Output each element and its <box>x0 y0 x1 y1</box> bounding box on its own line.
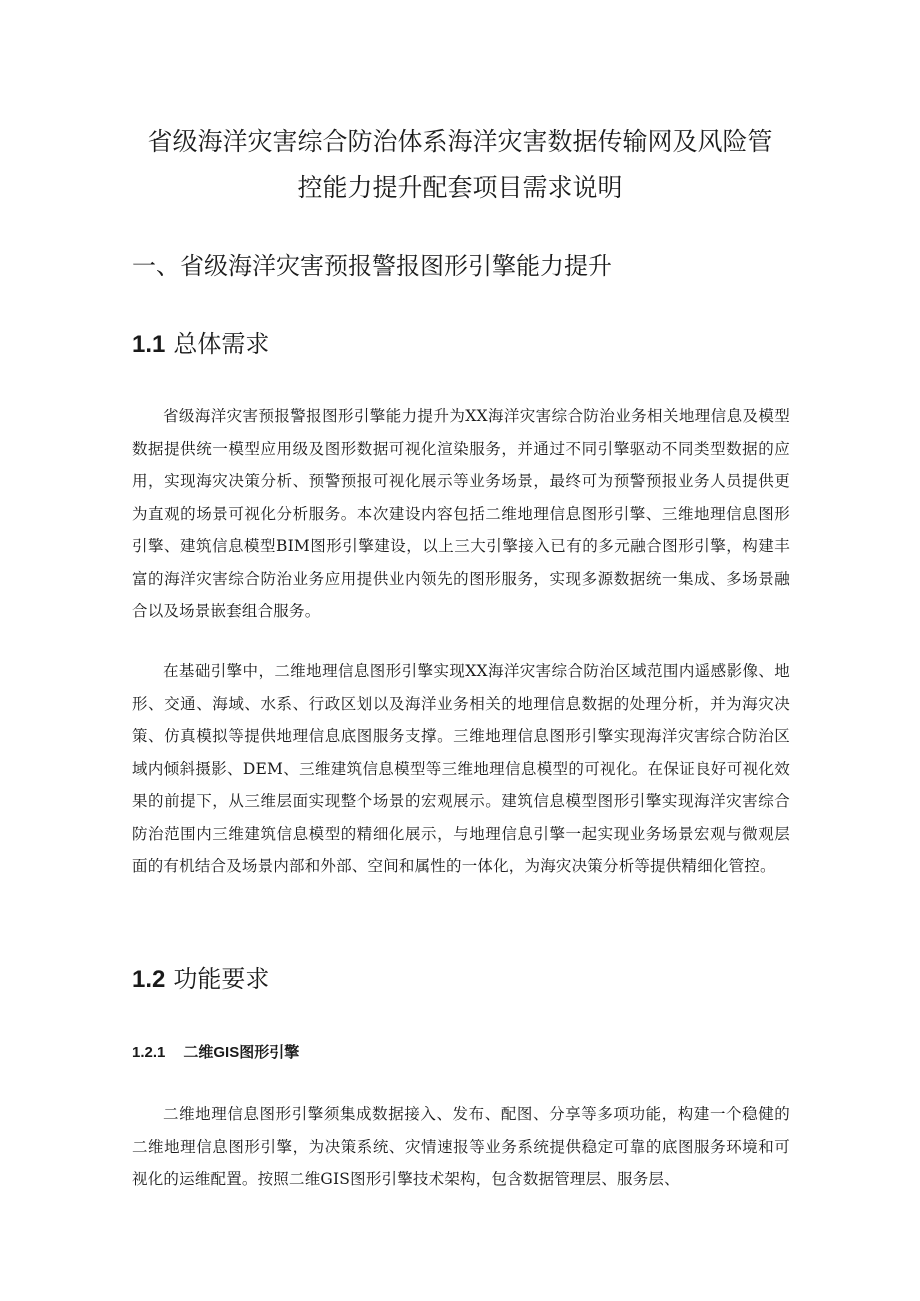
sub-subsection-heading-2d-gis-engine <box>132 1042 299 1064</box>
body-paragraph-2: 在基础引擎中，二维地理信息图形引擎实现XX海洋灾害综合防治区域范围内遥感影像、地形、交通、海域、水系、行政区划以及海洋业务相关的地理信息数据的处理分析，并为海灾决策、仿真模拟等提供地理信息底图服务支撑。三维地理信息图形引擎实现海洋灾害综合防治区域内倾斜摄影、DEM、三维建筑信息模型等三维地理信息模型的可视化。在保证良好可视化效果的前提下，从三维层面实现整个场景的宏观展示。建筑信息模型图形引擎实现海洋灾害综合防治范围内三维建筑信息模型的精细化展示，与地理信息引擎一起实现业务场景宏观与微观层面的有机结合及场景内部和外部、空间和属性的一体化，为海灾决策分析等提供精细化管控。 <box>132 662 790 875</box>
document-title-line-2: 控能力提升配套项目需求说明 <box>297 173 623 202</box>
sub-subsection-label: 二维GIS图形引擎 <box>183 1044 300 1061</box>
section-heading: 一、省级海洋灾害预报警报图形引擎能力提升 <box>132 252 612 280</box>
subsection-heading-functional-requirements <box>132 963 269 996</box>
sub-subsection-number: 1.2.1 <box>132 1044 166 1061</box>
subsection-number: 1.1 <box>132 331 166 358</box>
document-title-line-1: 省级海洋灾害综合防治体系海洋灾害数据传输网及风险管 <box>147 127 773 156</box>
subsection-label: 总体需求 <box>173 330 270 358</box>
subsection-label: 功能要求 <box>173 965 270 993</box>
body-paragraph-3: 二维地理信息图形引擎须集成数据接入、发布、配图、分享等多项功能，构建一个稳健的二维地理信息图形引擎，为决策系统、灾情速报等业务系统提供稳定可靠的底图服务环境和可视化的运维配置。按照二维GIS图形引擎技术架构，包含数据管理层、服务层、 <box>132 1105 790 1188</box>
body-paragraph-1: 省级海洋灾害预报警报图形引擎能力提升为XX海洋灾害综合防治业务相关地理信息及模型数据提供统一模型应用级及图形数据可视化渲染服务，并通过不同引擎驱动不同类型数据的应用，实现海灾决策分析、预警预报可视化展示等业务场景，最终可为预警预报业务人员提供更为直观的场景可视化分析服务。本次建设内容包括二维地理信息图形引擎、三维地理信息图形引擎、建筑信息模型BIM图形引擎建设，以上三大引擎接入已有的多元融合图形引擎，构建丰富的海洋灾害综合防治业务应用提供业内领先的图形服务，实现多源数据统一集成、多场景融合以及场景嵌套组合服务。 <box>132 407 790 620</box>
subsection-number: 1.2 <box>132 966 166 993</box>
subsection-heading-overall-requirements <box>132 328 269 361</box>
